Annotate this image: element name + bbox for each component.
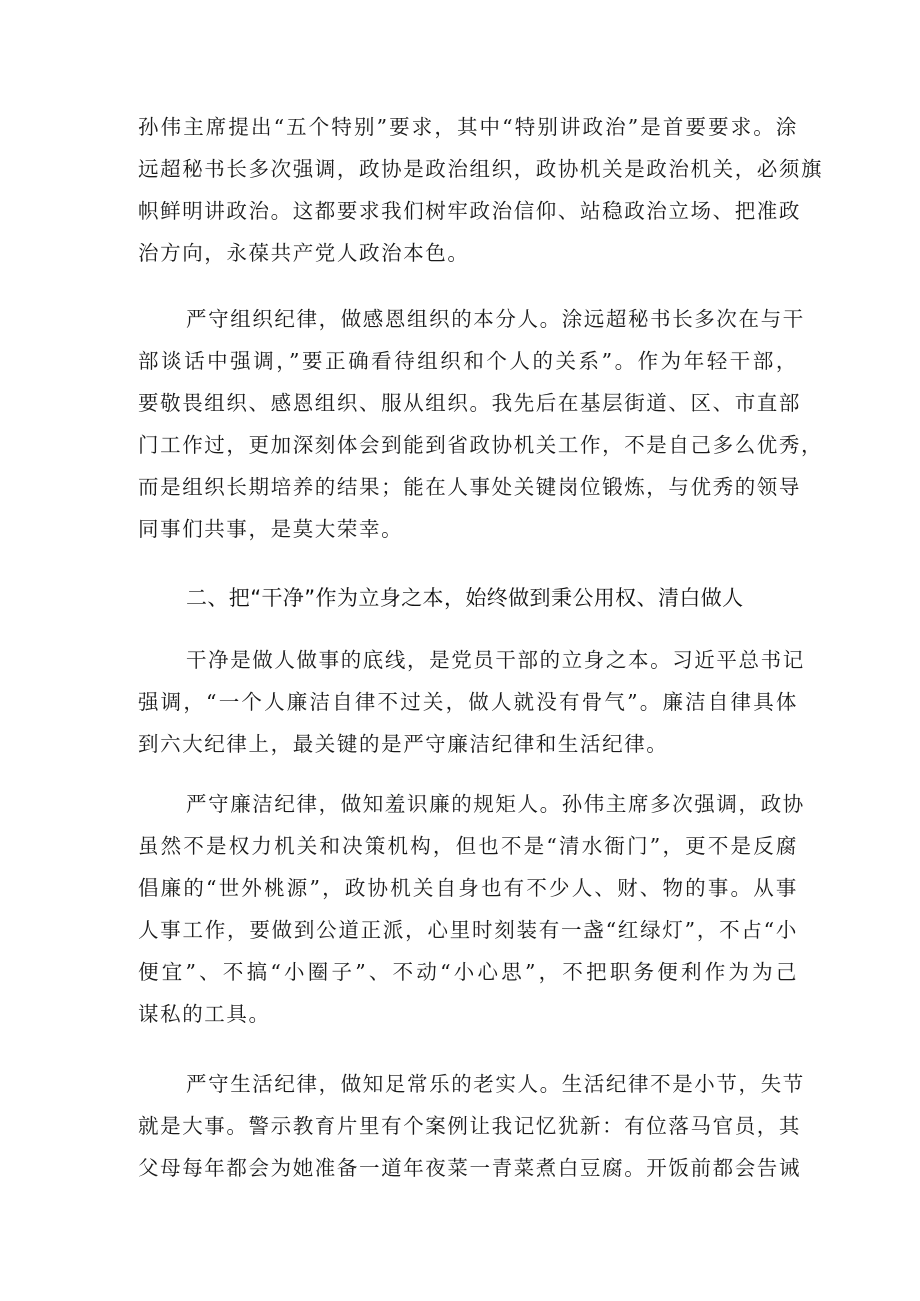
paragraph-line: 严守生活纪律，做知足常乐的老实人。生活纪律不是小节，失节 — [186, 1072, 805, 1096]
paragraph-line: 严守廉洁纪律，做知羞识廉的规矩人。孙伟主席多次强调，政协 — [186, 792, 805, 816]
paragraph-line: 严守组织纪律，做感恩组织的本分人。涂远超秘书长多次在与干 — [186, 307, 805, 331]
paragraph-line: 父母每年都会为她准备一道年夜菜一青菜煮白豆腐。开饭前都会告诫 — [138, 1156, 801, 1180]
paragraph-integrity-discipline — [138, 783, 805, 1035]
paragraph-line: 便宜”、不搞“小圈子”、不动“小心思”，不把职务便利作为为己 — [138, 960, 798, 984]
paragraph-line: 而是组织长期培养的结果；能在人事处关键岗位锻炼，与优秀的领导 — [138, 475, 801, 499]
paragraph-clean-foundation — [138, 639, 805, 765]
paragraph-line: 同事们共事，是莫大荣幸。 — [138, 517, 404, 541]
paragraph-line: 门工作过，更加深刻体会到能到省政协机关工作，不是自己多么优秀， — [138, 433, 824, 457]
paragraph-life-discipline — [138, 1063, 805, 1189]
paragraph-political-continuation — [138, 106, 824, 274]
paragraph-line: 就是大事。警示教育片里有个案例让我记忆犹新：有位落马官员，其 — [138, 1114, 801, 1138]
paragraph-line: 人事工作，要做到公道正派，心里时刻装有一盏“红绿灯”，不占“小 — [138, 918, 798, 942]
paragraph-line: 远超秘书长多次强调，政协是政治组织，政协机关是政治机关，必须旗 — [138, 157, 824, 181]
paragraph-line: 要敬畏组织、感恩组织、服从组织。我先后在基层街道、区、市直部 — [138, 391, 801, 415]
paragraph-line: 谋私的工具。 — [138, 1002, 271, 1026]
paragraph-line: 虽然不是权力机关和决策机构，但也不是“清水衙门”，更不是反腐 — [138, 834, 798, 858]
paragraph-line: 强调，“一个人廉洁自律不过关，做人就没有骨气”。廉洁自律具体 — [138, 690, 798, 714]
paragraph-line: 治方向，永葆共产党人政治本色。 — [138, 241, 470, 265]
paragraph-line: 部谈话中强调，”要正确看待组织和个人的关系”。作为年轻干部， — [138, 349, 798, 373]
paragraph-line: 帜鲜明讲政治。这都要求我们树牢政治信仰、站稳政治立场、把准政 — [138, 199, 801, 223]
section-heading: 二、把“干净”作为立身之本，始终做到秉公用权、清白做人 — [186, 586, 744, 610]
paragraph-line: 倡廉的“世外桃源”，政协机关自身也有不少人、财、物的事。从事 — [138, 876, 798, 900]
paragraph-line: 干净是做人做事的底线，是党员干部的立身之本。习近平总书记 — [186, 648, 805, 672]
paragraph-line: 孙伟主席提出“五个特别”要求，其中“特别讲政治”是首要要求。涂 — [138, 115, 798, 139]
paragraph-line: 到六大纪律上，最关键的是严守廉洁纪律和生活纪律。 — [138, 732, 669, 756]
paragraph-organization-discipline — [138, 298, 824, 550]
